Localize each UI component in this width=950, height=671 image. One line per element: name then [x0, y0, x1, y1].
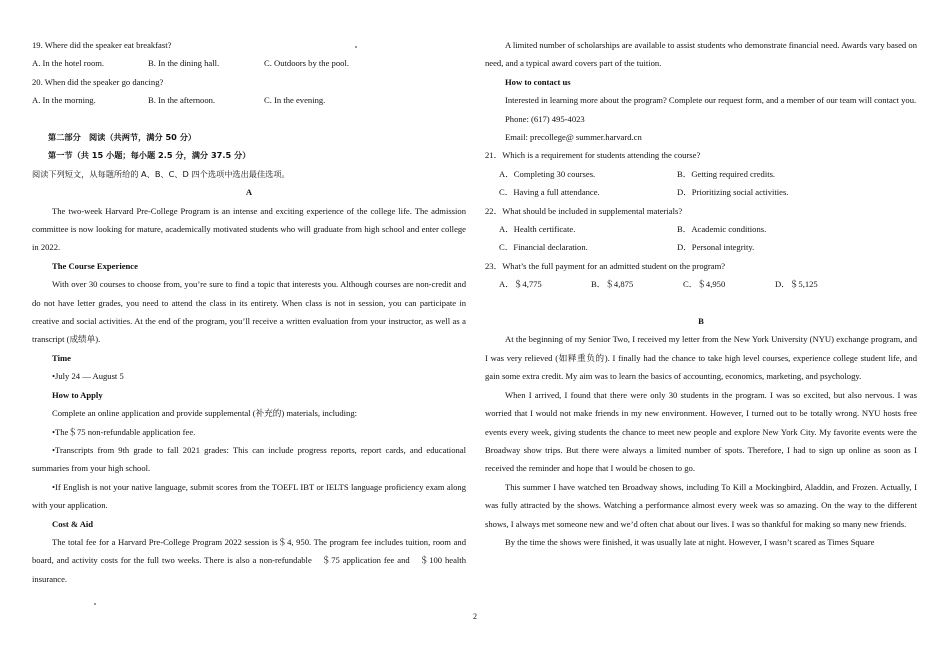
paragraph: By the time the shows were finished, it was usually late at night. However, I wasn’t scared as Times Square: [505, 536, 875, 547]
option: A. In the hotel room.: [32, 58, 105, 69]
option: A．＄4,775: [499, 279, 542, 290]
email: Email: precollege@ summer.harvard.cn: [505, 132, 642, 143]
option: C．Having a full attendance.: [499, 187, 600, 198]
question-20-options: [32, 91, 466, 109]
passage-b-title: B: [698, 316, 704, 327]
question-23: 23．What’s the full payment for an admitted student on the program?: [485, 260, 726, 271]
question-22-options-row2: [485, 238, 917, 256]
question-19: 19. Where did the speaker eat breakfast?: [32, 40, 172, 50]
heading-time: Time: [52, 352, 71, 363]
question-22-options-row1: [485, 220, 917, 238]
time-item: •July 24 — August 5: [52, 371, 124, 382]
bullet-item: •If English is not your native language, submit scores from the TOEFL IBT or IELTS language proficiency exam along with your application.: [32, 481, 466, 511]
heading-course-experience: The Course Experience: [52, 260, 138, 271]
bullet-item: •The＄75 non-refundable application fee.: [52, 426, 196, 437]
paragraph: Interested in learning more about the program? Complete our request form, and a member of our team will contact you.: [505, 95, 917, 106]
section1-heading: 第一节（共 15 小题；每小题 2.5 分，满分 37.5 分）: [48, 150, 251, 161]
option: A．Health certificate.: [499, 224, 576, 235]
right-column: [485, 36, 917, 551]
paragraph: With over 30 courses to choose from, you’re sure to find a topic that interests you. Although courses are non-credit and do not have letter grades, you need to attend the class in its entirety. When class is not in session, you can participate in creative and social activities. At the end of the program, you’ll receive a written evaluation from your instructor, as well as a transcript (成绩单).: [32, 279, 466, 345]
left-column: [32, 36, 466, 588]
paragraph: When I arrived, I found that there were only 30 students in the program. I was so excited, but also nervous. I was worried that I would not make friends in my new environment. However, I turned out to be totally wrong. NYU hosts free events every week, giving students the chance to meet new people and explore New York City. My favorite events were the Broadway show trips. But there were always a limited number of spots. Therefore, I had to sign up online as soon as I received the reminder and hope that I would be chosen to go.: [485, 389, 917, 474]
option: C．Financial declaration.: [499, 242, 588, 253]
paragraph: This summer I have watched ten Broadway shows, including To Kill a Mockingbird, Aladdin, and Frozen. Actually, I was fully attracted by the shows. Watching a performance almost every week was so amazing. On the way to the different shows, I always met someone new and we’d often chat about our lives. I was so thankful for making so many new friends.: [485, 481, 917, 529]
passage-a-title: A: [245, 187, 253, 198]
option: D．Prioritizing social activities.: [677, 187, 789, 198]
paragraph: A limited number of scholarships are available to assist students who demonstrate financial need. Awards vary based on need, and a typical award covers part of the tuition.: [485, 40, 917, 69]
scan-speck: [355, 46, 357, 48]
option: B. In the afternoon.: [148, 95, 216, 106]
paragraph: The total fee for a Harvard Pre-College Program 2022 session is＄4, 950. The program fee includes tuition, room and board, and activity costs for the full two weeks. There is also a non-refundable ＄75 application fee and ＄100 health insurance.: [32, 536, 466, 584]
heading-contact: How to contact us: [505, 76, 571, 87]
question-20: 20. When did the speaker go dancing?: [32, 76, 164, 87]
option: D．Personal integrity.: [677, 242, 755, 253]
question-19-options: [32, 54, 466, 72]
bullet-item: •Transcripts from 9th grade to fall 2021 grades: This can include progress reports, report cards, and educational summaries from your high school.: [32, 444, 466, 474]
phone: Phone: (617) 495-4023: [505, 113, 585, 124]
heading-how-to-apply: How to Apply: [52, 389, 103, 400]
instructions: 阅读下列短文，从每题所给的 A、B、C、D 四个选项中选出最佳选项。: [32, 168, 290, 179]
question-23-options: [485, 275, 917, 293]
scan-speck: [94, 603, 96, 605]
option: A. In the morning.: [32, 95, 96, 106]
heading-cost-aid: Cost & Aid: [52, 518, 94, 529]
option: C. In the evening.: [264, 95, 326, 106]
paragraph: At the beginning of my Senior Two, I received my letter from the New York University (NYU) exchange program, and I was very relieved (如释重负的). I finally had the chance to take high level courses, experience college student life, and gain some extra credit. My aim was to learn the basics of accounting, economics, marketing, and psychology.: [485, 334, 917, 382]
question-21-options-row1: [485, 165, 917, 183]
option: B. In the dining hall.: [148, 58, 220, 69]
option: B．Getting required credits.: [677, 168, 776, 179]
option: B．Academic conditions.: [677, 224, 767, 235]
option: C. Outdoors by the pool.: [264, 58, 349, 69]
option: C．＄4,950: [683, 279, 726, 290]
option: D．＄5,125: [775, 279, 818, 290]
paragraph: Complete an online application and provide supplemental (补充的) materials, including:: [52, 408, 358, 419]
page-number: 2: [473, 612, 477, 621]
question-22: 22．What should be included in supplemental materials?: [485, 205, 683, 216]
paragraph: The two-week Harvard Pre-College Program is an intense and exciting experience of the college life. The admission committee is now looking for mature, academically motivated students who will graduate from high school and enter college in 2022.: [32, 205, 466, 253]
option: B．＄4,875: [591, 279, 634, 290]
question-21-options-row2: [485, 183, 917, 201]
option: A．Completing 30 courses.: [499, 168, 596, 179]
part2-heading: 第二部分 阅读（共两节，满分 50 分）: [48, 132, 197, 143]
question-21: 21．Which is a requirement for students attending the course?: [485, 150, 701, 161]
